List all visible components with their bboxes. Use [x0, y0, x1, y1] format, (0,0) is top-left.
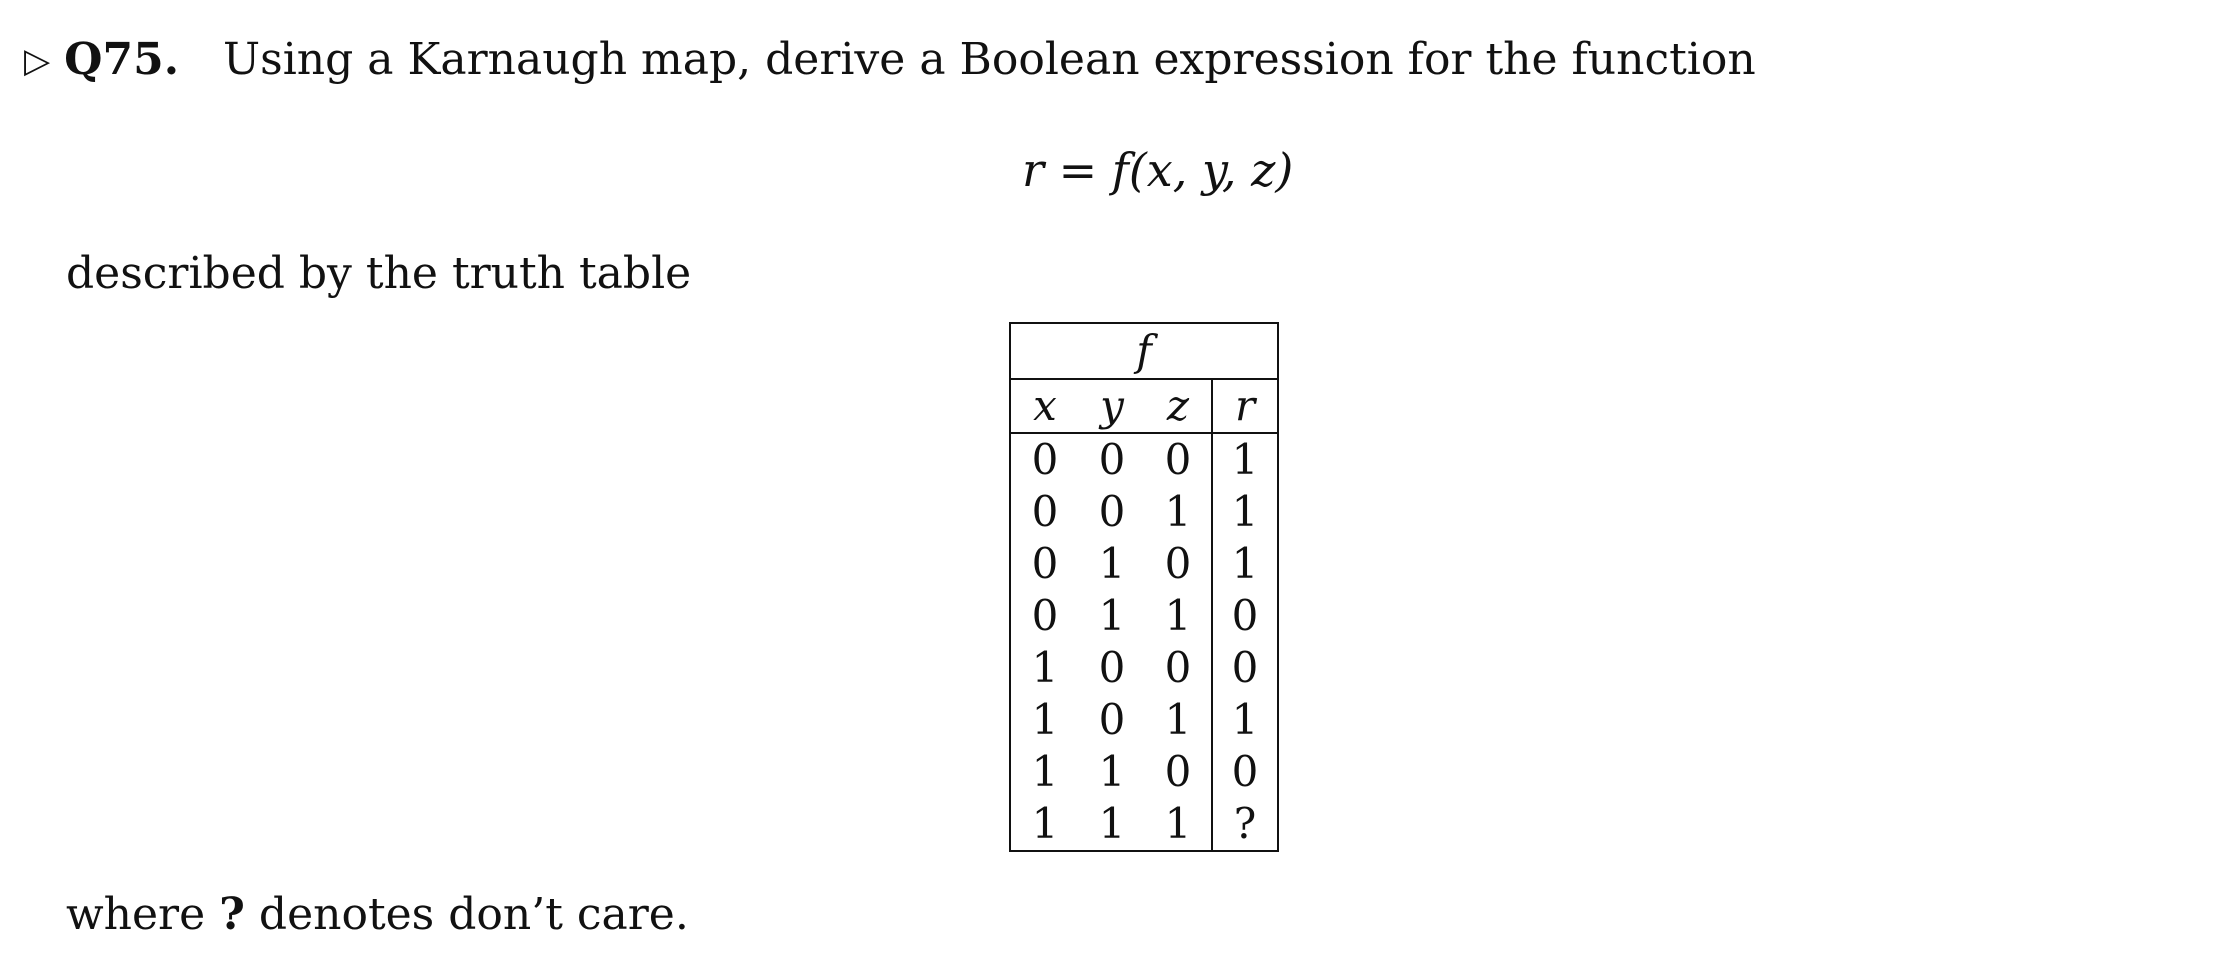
truth-table-title: f: [1010, 323, 1278, 379]
header-z: z: [1145, 379, 1212, 433]
cell-r-dont-care: ?: [1212, 798, 1278, 851]
function-equation: [1022, 140, 1293, 200]
cell-z: 0: [1164, 435, 1192, 484]
truth-table: [1009, 322, 1279, 852]
cell-x: 1: [1010, 746, 1079, 798]
cell-z: 1: [1164, 487, 1192, 536]
cell-x: 0: [1010, 486, 1079, 538]
cell-y: 1: [1079, 798, 1145, 851]
table-row: [1010, 642, 1278, 694]
cell-z: 0: [1164, 643, 1192, 692]
cell-x: 1: [1010, 642, 1079, 694]
cell-y: 0: [1098, 643, 1126, 692]
cell-r: 0: [1212, 746, 1278, 798]
header-x: x: [1010, 379, 1079, 433]
cell-x: 0: [1010, 538, 1079, 590]
header-r: r: [1212, 379, 1278, 433]
cell-z: 1: [1164, 695, 1192, 744]
cell-r: 1: [1212, 694, 1278, 746]
cell-y: 1: [1098, 539, 1126, 588]
cell-y: 1: [1098, 747, 1126, 796]
cell-y: 0: [1098, 487, 1126, 536]
cell-z: 0: [1164, 539, 1192, 588]
question-line: [24, 30, 1756, 91]
intro-text: described by the truth table: [66, 248, 692, 299]
cell-x: 1: [1010, 694, 1079, 746]
question-number: Q75.: [64, 34, 180, 85]
question-text: Using a Karnaugh map, derive a Boolean expression for the function: [223, 34, 1756, 85]
cell-y: 0: [1098, 695, 1126, 744]
table-row: [1010, 746, 1278, 798]
cell-r: 1: [1212, 486, 1278, 538]
equation-func: f: [1111, 143, 1129, 197]
cell-y: 0: [1098, 435, 1126, 484]
table-row: [1010, 590, 1278, 642]
cell-y: 1: [1098, 591, 1126, 640]
cell-z: 0: [1164, 747, 1192, 796]
cell-r: 0: [1212, 642, 1278, 694]
cell-z: 1: [1164, 591, 1192, 640]
header-y: y: [1079, 379, 1145, 433]
cell-z: 1: [1145, 798, 1212, 851]
footnote-text: [66, 885, 689, 945]
cell-x: 0: [1010, 433, 1079, 486]
equation-equals: =: [1058, 143, 1098, 197]
table-row: [1010, 486, 1278, 538]
cell-x: 0: [1010, 590, 1079, 642]
table-row: [1010, 538, 1278, 590]
triangle-marker-icon: ▷: [24, 41, 51, 81]
cell-r: 0: [1212, 590, 1278, 642]
footnote-suffix: denotes don’t care.: [258, 889, 689, 940]
equation-lhs: r: [1022, 143, 1044, 197]
cell-r: 1: [1212, 538, 1278, 590]
cell-x: 1: [1010, 798, 1079, 851]
equation-args: (x, y, z): [1128, 143, 1294, 197]
cell-r: 1: [1212, 433, 1278, 486]
table-row: [1010, 433, 1278, 486]
footnote-prefix: where: [66, 889, 206, 940]
footnote-symbol: ?: [219, 889, 245, 940]
table-row: [1010, 798, 1278, 851]
table-row: [1010, 694, 1278, 746]
